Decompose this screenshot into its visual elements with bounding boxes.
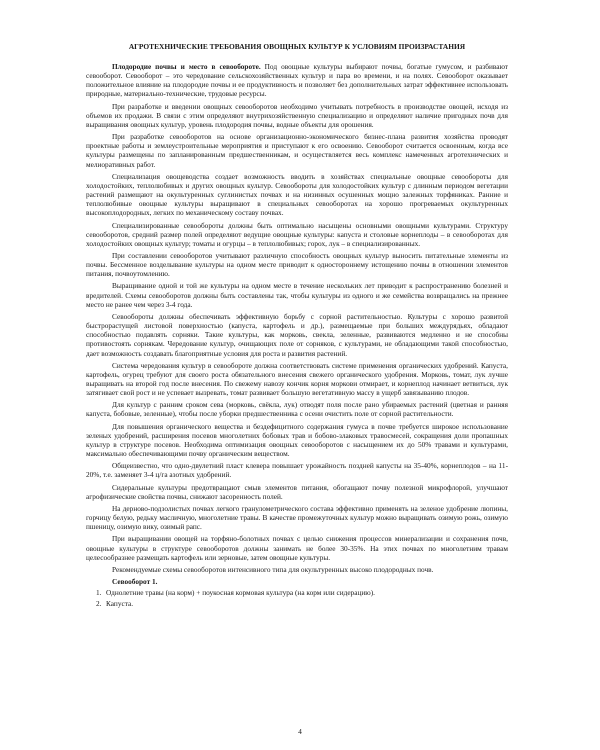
paragraph-11: Общеизвестно, что одно-двулетний пласт клевера повышает урожайность поздней капусты на 35-40%, корнеплодов – на 11-20%, т.е. заменяет 3-4 ц/га азотных удобрений.: [86, 461, 508, 480]
intro-paragraph: [86, 62, 508, 99]
list-item: [86, 588, 508, 597]
intro-lead: Плодородие почвы и место в севообороте.: [112, 62, 261, 71]
paragraph-15: Рекомендуемые схемы севооборотов интенсивного типа для окультуренных высоко плодородных почв.: [112, 564, 434, 574]
page-number: 4: [298, 727, 302, 736]
paragraph-6: Выращивание одной и той же культуры на одном месте в течение нескольких лет приводит к распространению болезней и вредителей. Схемы севооборотов должны быть составлены так, чтобы культуры из одного и же семейства возвращались на прежнее место не ранее чем через 3-4 года.: [86, 281, 508, 309]
rotation-list: [86, 588, 508, 608]
paragraph-9: Для культур с ранним сроком сева (морковь, свёкла, лук) отводят поля после рано убираемых растений (цветная и ранняя капуста, бобовые, зеленные), чтобы после уборки предшественника с осени очистить поле от сорной растительности.: [86, 400, 508, 419]
document-body: [86, 62, 508, 608]
paragraph-5: При составлении севооборотов учитывают различную способность овощных культур выносить питательные элементы из почвы. Бессменное возделывание культуры на одном месте приводит к одностороннему истощению почвы в отношении элементов питания, почвоутомлению.: [86, 250, 508, 279]
paragraph-8: Система чередования культур в севообороте должна соответствовать системе применения органических удобрений. Капуста, картофель, огурец требуют для своего роста обязательного внесения свежего органического удобрения. Морковь, томат, лук лучше выращивать на второй год после внесения. По свежему навозу кончик корня моркови отмирает, и корнеплод начинает ветвиться, лук затягивает свой рост и не успевает вызревать, томат развивает большую вегетативную массу в ущерб завязыванию плодов.: [86, 360, 508, 398]
paragraph-10: Для повышения органического вещества и бездефицитного содержания гумуса в почве требуется широкое использование зеленых удобрений, расширения посевов многолетних бобовых трав и бобово-злаковых травосмесей, сокращения доли пропашных культур в структуре посевов. Необходима оптимизация овощных севооборотов с насыщением их до 50% травами и культурами, максимально обеспечивающими почву органическим веществом.: [86, 421, 508, 459]
rotation-heading: Севооборот 1.: [112, 576, 158, 586]
paragraph-1: При разработке и введении овощных севооборотов необходимо учитывать потребность в производстве овощей, исходя из объемов их продажи. В связи с этим определяют внутрихозяйственную специализацию и определяют наличие пригодных почв для выращивания овощных культур, уровень плодородия почвы, водные объекты для орошения.: [86, 101, 508, 129]
list-item-number: 1.: [96, 588, 102, 598]
document-title: АГРОТЕХНИЧЕСКИЕ ТРЕБОВАНИЯ ОВОЩНЫХ КУЛЬТУР К УСЛОВИЯМ ПРОИЗРАСТАНИЯ: [128, 42, 466, 51]
intro-text: Под овощные культуры выбирают почвы, богатые гумусом, и разбивают севооборот. Севооборот – это чередование сельскохозяйственных культур и пара во времени, и на полях. Севооборот оказывает положительное влияние на плодородие почвы и ее продуктивность и позволяет без дополнительных затрат эффективнее использовать природные, материально-технические, трудовые ресурсы.: [86, 62, 508, 99]
paragraph-13: На дерново-подзолистых почвах легкого гранулометрического состава эффективно применять на зеленое удобрение люпины, горчицу белую, редьку масличную, многолетние травы. В качестве промежуточных культур можно выращивать озимую рожь, озимую пшеницу, озимую вику, озимый рапс.: [86, 503, 508, 532]
paragraph-12: Сидеральные культуры предотвращают смыв элементов питания, обогащают почву полезной микрофлорой, улучшают агрофизические свойства почвы, снижают засоренность полей.: [86, 482, 508, 501]
paragraph-7: Севообороты должны обеспечивать эффективную борьбу с сорной растительностью. Культуры с хорошо развитой быстрорастущей листовой поверхностью (капуста, картофель и др.), размещаемые при больших междурядьях, обладают способностью подавлять сорняки. Такие культуры, как морковь, свекла, зеленные, развиваются медленно и не способны противостоять сорнякам. Чередование культур, очищающих поле от сорняков, с культурами, не обладающими такой способностью, дает возможность создавать благоприятные условия для роста и развития растений.: [86, 311, 508, 358]
paragraph-3: Специализация овощеводства создает возможность вводить в хозяйствах специальные овощные севообороты для холодостойких, теплолюбивых и других овощных культур. Севообороты для холодостойких культур с длинным периодом вегетации растений размещают на окультуренных суглинистых почвах и на низинных осушенных мощно залежных торфяниках. Ранние и теплолюбивые овощные культуры выращивают в специальных севооборотах на хорошо прогреваемых окультуренных высокоплодородных, легких по механическому составу почвах.: [86, 171, 508, 218]
paragraph-2: При разработке севооборотов на основе организационно-экономического бизнес-плана развития хозяйства проводят проектные работы и землеустроительные мероприятия и приступают к его освоению. Севооборот считается освоенным, когда все культуры размещены по запланированным предшественникам, и осуществляется весь комплекс намеченных агротехнических и мелиоративных работ.: [86, 132, 508, 169]
list-item: [86, 599, 508, 608]
list-item-text: Однолетние травы (на корм) + поукосная кормовая культура (на корм или сидерацию).: [106, 588, 375, 598]
paragraph-14: При выращивании овощей на торфяно-болотных почвах с целью снижения процессов минерализации и сохранения почв, овощные культуры в структуре севооборотов должны занимать не более 30-35%. На этих почвах по многолетним травам целесообразнее размещать картофель или зерновые, затем овощные культуры.: [86, 534, 508, 562]
list-item-number: 2.: [96, 599, 102, 609]
list-item-text: Капуста.: [106, 599, 134, 609]
paragraph-4: Специализированные севообороты должны быть оптимально насыщены основными овощными культурами. Структуру севооборотов, средний размер полей определяют ведущие овощные культуры: капуста и столовые корнеплоды – в севооборотах для холодостойких овощных культур; томаты и огурцы – в теплолюбивых; горох, лук – в специализированных.: [86, 220, 508, 248]
